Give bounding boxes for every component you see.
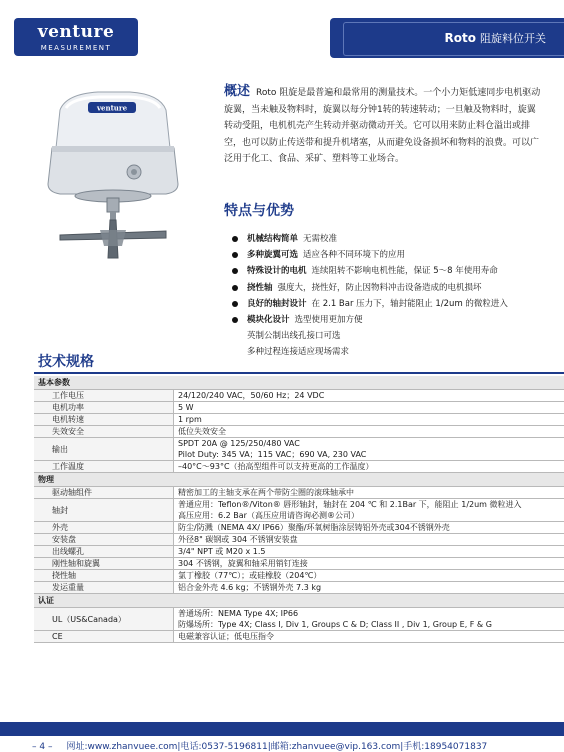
spec-row: 刚性轴和旋翼 304 不锈钢，旋翼和轴采用销钉连接 <box>34 558 564 570</box>
spec-row: 挠性轴 氯丁橡胶（77℃）；或硅橡胶（204℃） <box>34 570 564 582</box>
brand-name: venture <box>37 22 115 42</box>
bullet-icon <box>232 301 238 307</box>
spec-row: 电机转速 1 rpm <box>34 414 564 426</box>
feature-item: 模块化设计 选型使用更加方便 <box>232 312 552 328</box>
features-list <box>232 231 552 361</box>
spec-row: 驱动轴组件 精密加工的主轴支承在两个带防尘圈的滚珠轴承中 <box>34 487 564 499</box>
specs-table <box>34 376 564 643</box>
spec-row: UL（US&Canada） 普通场所：NEMA Type 4X; IP66 防爆场所：Type 4X; Class I, Div 1, Groups C & D; Class II , Div 1, Group E, F & G <box>34 608 564 631</box>
feature-item: 机械结构简单 无需校准 <box>232 231 552 247</box>
spec-row: 发运重量 铝合金外壳 4.6 kg；不锈钢外壳 7.3 kg <box>34 582 564 594</box>
product-image <box>38 88 188 263</box>
bullet-icon <box>232 317 238 323</box>
spec-row: 安装盘 外径8" 碳钢或 304 不锈钢安装盘 <box>34 534 564 546</box>
spec-row: 电机功率 5 W <box>34 402 564 414</box>
bullet-icon <box>232 268 238 274</box>
feature-item: 特殊设计的电机 连续阻转不影响电机性能，保证 5～8 年使用寿命 <box>232 263 552 279</box>
brand-sub: MEASUREMENT <box>40 44 112 52</box>
footer <box>32 739 487 752</box>
page-number: – 4 – <box>32 742 53 752</box>
overview-paragraph <box>224 84 544 168</box>
svg-text:venture: venture <box>96 103 128 113</box>
overview-text: Roto 阻旋是最普遍和最常用的测量技术。一个小力矩低速同步电机驱动旋翼，当未触及物料时，旋翼以每分钟1转的转速转动；一旦触及物料时，旋翼转动受阻，电机机壳产生转动并驱动微动开关。它可以用来防止料仓溢出或排空，也可以防止传送带和提升机堵塞，从而避免设备损坏和物料的浪费。可以广泛用于化工、食品、采矿、塑料等工业场合。 <box>224 88 541 164</box>
product-desc: 阻旋料位开关 <box>480 32 546 45</box>
bullet-icon <box>232 252 238 258</box>
features-heading: 特点与优势 <box>224 203 294 219</box>
spec-group-header: 基本参数 <box>34 376 564 390</box>
spec-row: 出线螺孔 3/4" NPT 或 M20 x 1.5 <box>34 546 564 558</box>
spec-group-header: 认证 <box>34 594 564 608</box>
feature-item: 良好的轴封设计 在 2.1 Bar 压力下，轴封能阻止 1/2um 的微粒进入 <box>232 296 552 312</box>
specs-heading: 技术规格 <box>38 354 94 370</box>
footer-band <box>0 722 564 736</box>
bullet-icon <box>232 236 238 242</box>
feature-item: 挠性轴 强度大，挠性好，防止因物料冲击设备造成的电机损坏 <box>232 280 552 296</box>
specs-rule <box>34 372 564 374</box>
brand-logo <box>14 18 138 56</box>
spec-row: 输出 SPDT 20A @ 125/250/480 VAC Pilot Duty: 345 VA；115 VAC；690 VA, 230 VAC <box>34 438 564 461</box>
product-title <box>445 30 546 46</box>
product-name: Roto <box>444 31 476 45</box>
feature-extra: 英制公制出线孔接口可选 <box>247 331 341 342</box>
contact-info: 网址:www.zhanvuee.com|电话:0537-5196811|邮箱:zhanvuee@vip.163.com|手机:18954071837 <box>66 742 488 752</box>
spec-row: 外壳 防尘/防溅（NEMA 4X/ IP66）聚酯/环氧树脂涂层铸铝外壳或304不锈钢外壳 <box>34 522 564 534</box>
bullet-icon <box>232 285 238 291</box>
spec-row: CE 电磁兼容认证；低电压指令 <box>34 631 564 643</box>
spec-row: 轴封 普通应用：Teflon®/Viton® 唇形轴封，轴封在 204 ℃ 和 2.1Bar 下，能阻止 1/2um 微粒进入 高压应用：6.2 Bar（高压应用请咨询必测®公司） <box>34 499 564 522</box>
feature-extra: 多种过程连接适应现场需求 <box>247 347 350 358</box>
spec-row: 失效安全 低位失效安全 <box>34 426 564 438</box>
feature-item: 多种旋翼可选 适应各种不同环境下的应用 <box>232 247 552 263</box>
spec-group-header: 物理 <box>34 473 564 487</box>
spec-row: 工作电压 24/120/240 VAC，50/60 Hz；24 VDC <box>34 390 564 402</box>
spec-row: 工作温度 –40°C～93°C（抬高型组件可以支持更高的工作温度） <box>34 461 564 473</box>
overview-heading: 概述 <box>224 84 251 99</box>
